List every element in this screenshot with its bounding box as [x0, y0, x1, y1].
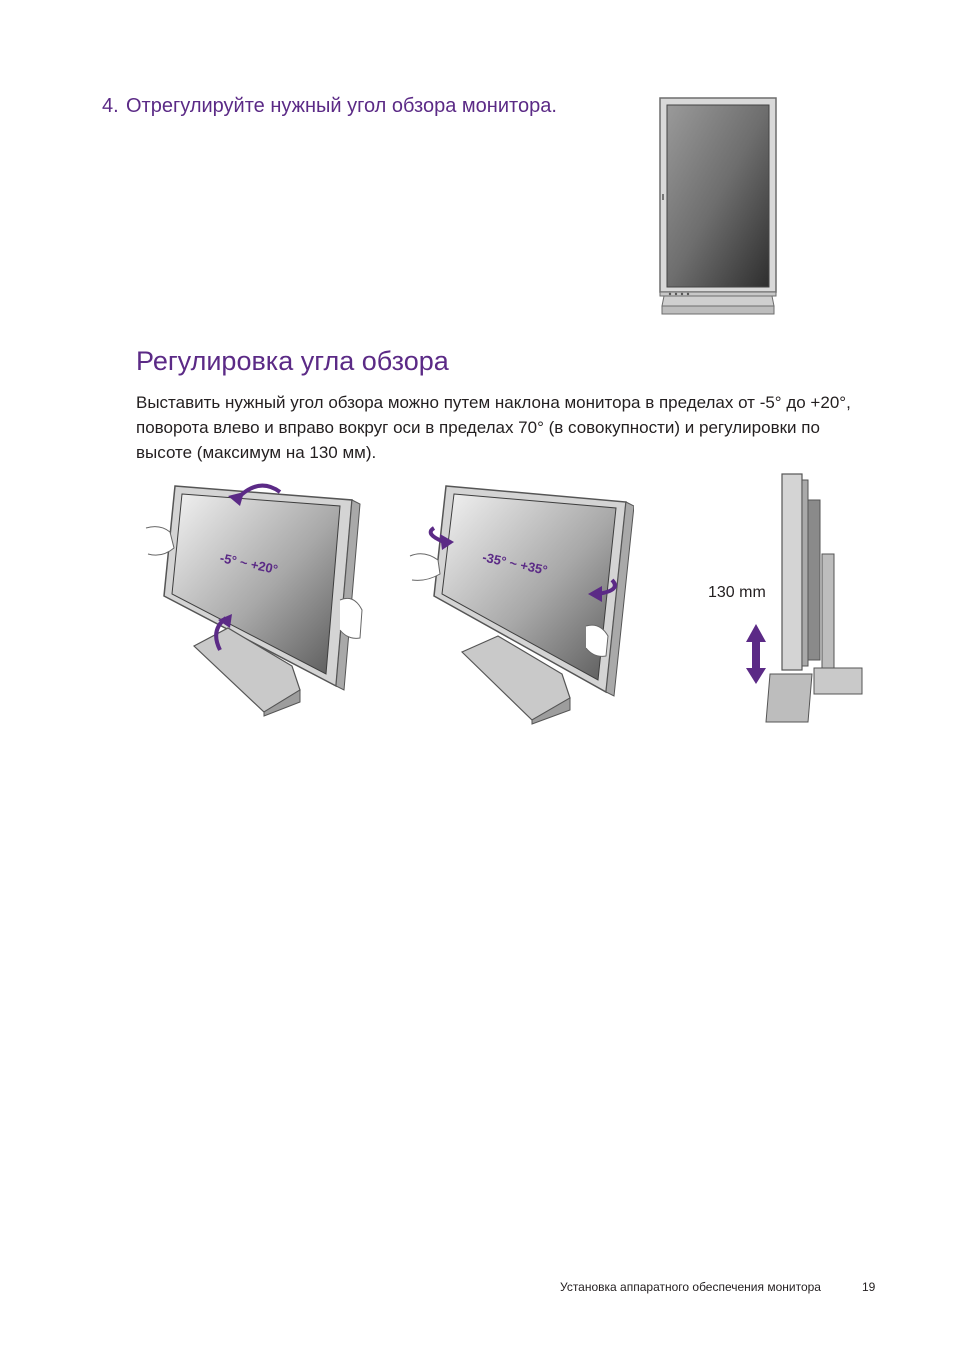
section-title: Регулировка угла обзора	[136, 346, 449, 376]
step-text: Отрегулируйте нужный угол обзора монитора.	[126, 95, 557, 117]
page-number: 19	[862, 1280, 876, 1294]
swivel-illustration	[404, 476, 634, 726]
swivel-range-label: -35° ~ +35°	[481, 549, 549, 578]
height-range-label: 130 mm	[708, 584, 766, 601]
tilt-illustration	[140, 470, 370, 720]
step-number: 4.	[102, 95, 119, 117]
footer-chapter-title: Установка аппаратного обеспечения монитора	[560, 1280, 821, 1294]
portrait-monitor-illustration	[656, 96, 782, 318]
section-body: Выставить нужный угол обзора можно путем наклона монитора в пределах от -5° до +20°, поворота влево и вправо вокруг оси в пределах 70° (в совокупности) и регулировки по высоте (максимум на 130 мм).	[136, 393, 851, 462]
height-illustration	[738, 470, 864, 728]
tilt-range-label: -5° ~ +20°	[218, 550, 280, 578]
